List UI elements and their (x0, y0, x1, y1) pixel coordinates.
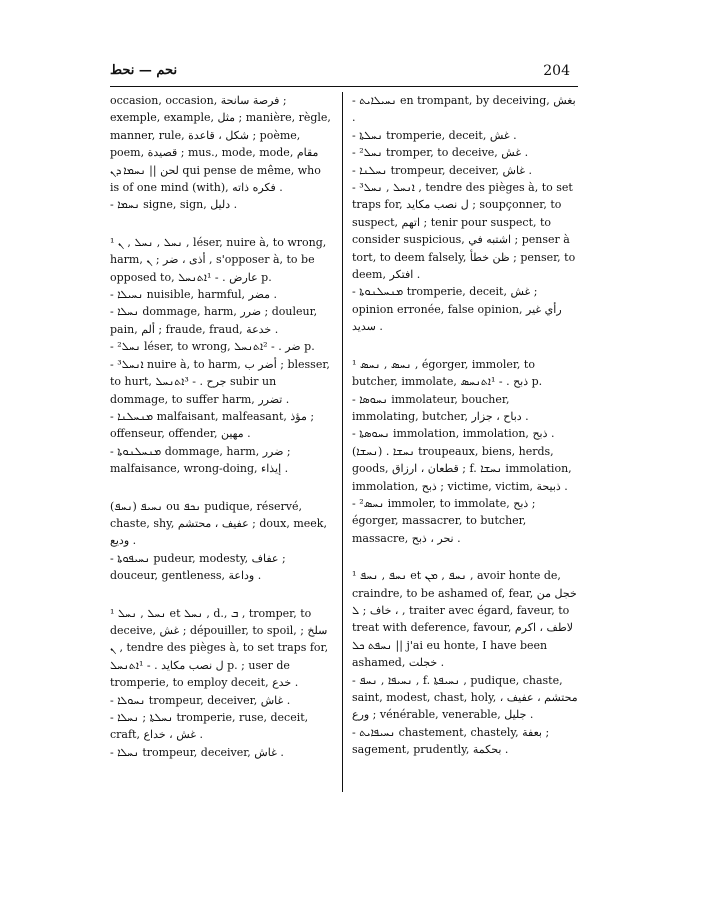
entry: - ܡܢܚܠܢܘܬܐ dommage, harm, ضرر ; malfaisance, wrong-doing, إيذاء . (110, 444, 291, 476)
entry: ¹ ܢܚܦ , ܢܚܦ et ܢܚܦ , ܡܢ , avoir honte de, craindre, to be ashamed of, fear, خجل من ، خاف ; ܠ , traiter avec égard, faveur, to treat with deference, favour, لاطف ، اكرم || ܢܚܦܬ ܟܠ j'ai eu honte, I have been ashamed, خجلت . (352, 569, 577, 670)
entry: ¹ ܢܚܠ , ܢܚܠ et ܢܚܠ , d., ܒ , tromper, to deceive, غش ; dépouiller, to spoil, سلخ ; ܢ , tendre des pièges à, to set traps for, ل نصب مكايد . - ¹ܐܬܢܚܠ p. ; user de tromperie, to employ deceit, خدع . (110, 606, 329, 690)
entry: - ²ܢܚܠ léser, to wrong, ضر . - ²ܐܬܢܚܠ p. (110, 340, 315, 354)
left-column (110, 92, 332, 761)
entry: - ܡܢܚܠܢܘܬܐ tromperie, deceit, غش ; opinion erronée, false opinion, رأي غير سديد . (352, 285, 562, 334)
page-number: 204 (543, 63, 570, 79)
running-head (110, 63, 570, 83)
entry: - ܢܚܝܦܐܝܬ chastement, chastely, بعفة ; sagement, prudently, بحكمة . (352, 725, 550, 757)
entry: - ܢܚܠܬܐ tromperie, deceit, غش . (352, 128, 517, 142)
entry: - ܢܚܝܦܘܬܐ pudeur, modesty, عفاف ; douceur, gentleness, وداعة . (110, 551, 286, 583)
entry: - ³ܐܢܚܠ nuire à, to harm, أضر ب ; blesser, to hurt, جرح . - ³ܐܬܢܚܠ subir un dommage, to suffer harm, تضرر . (110, 357, 330, 406)
entry: - ܢܚܠܐ trompeur, deceiver, غاش . (110, 745, 284, 759)
entry: (ܢܚܫܐ) . ܢܚܫܐ troupeaux, biens, herds, goods, قطعان ، ارزاق ; f. ܢܚܫܐ immolation, immolation, ذبح ; victime, victim, ذبيحة . (352, 444, 572, 493)
entry: ¹ ܢܚܣ , ܢܚܣ , égorger, immoler, to butcher, immolate, ذبح . - ¹ܐܬܢܚܣ p. (352, 357, 543, 389)
entry: - ܢܚܠܐ dommage, harm, ضرر ; douleur, pain, ألم ; fraude, fraud, خدعة . (110, 305, 318, 336)
entry: - ²ܢܚܠ tromper, to deceive, غش . (352, 146, 529, 160)
entry: ¹ ܢܚܠ , ܢܚܠ , ܢ , léser, nuire à, to wrong, harm, أذى ، ضر ; ܢ , s'opposer à, to be opposed to, عارض . - ¹ܐܬܢܚܠ p. (110, 235, 327, 284)
entry: - ܢܚܝܦܐ , ܢܚܦ , f. ܢܚܝܦܬܐ , pudique, chaste, saint, modest, chast, holy, محتشم ، عفيف ، ورع ; vénérable, venerable, جليل . (352, 673, 578, 722)
entry: (ܢܚܦ) ܢܚܝܦ ou ܢܟܦ pudique, réservé, chaste, shy, عفيف ، محتشم ; doux, meek, وديع . (110, 499, 327, 548)
column-divider (342, 92, 343, 792)
entry: - ܢܚܝܠܐܝܬ en trompant, by deceiving, بغش . (352, 94, 576, 125)
header-rule (110, 86, 578, 87)
entry: - ܢܚܡܐ signe, sign, دليل . (110, 198, 238, 212)
entry: - ܢܚܝܠܐ nuisible, harmful, مضر . (110, 288, 278, 302)
right-column (352, 92, 578, 759)
entry: - ²ܢܚܣ immoler, to immolate, ذبح ; égorger, massacrer, to butcher, massacre, نحر ، ذبح . (352, 496, 536, 545)
entry: - ܢܚܘܣܬܐ immolation, immolation, ذبح . (352, 427, 555, 441)
entry: - ܢܚܠܢܐ trompeur, deceiver, غاش . (352, 163, 533, 177)
entry: - ܡܢܚܠܢܐ malfaisant, malfeasant, مؤذ ; offenseur, offender, مهين . (110, 409, 315, 441)
entry: - ³ܐܢܚܠ , ܢܚܠ , tendre des pièges à, to set traps for, ل نصب مكايد ; soupçonner, to suspect, اتهم ; tenir pour suspect, to consider suspicious, اشتبه في ; penser à tort, to deem falsely, ظن خطأ ; penser, to deem, افتكر . (352, 181, 576, 282)
entry: - ܢܚܘܣܐ immolateur, boucher, immolating, butcher, دباح ، جزار . (352, 392, 529, 423)
entry: occasion, occasion, فرصة سانحة ; exemple, example, مثل ; manière, règle, manner, rule, شكل ، قاعدة ; poème, poem, قصيدة ; mus., mode, mode, مقام لحن || ܢܚܡܐ ܕܢ qui pense de même, who is of one mind (with), فكره ذاته . (110, 94, 331, 195)
entry: - ܢܚܘܠܐ trompeur, deceiver, غاش . (110, 693, 291, 707)
running-head-headwords: نحم — نحط (110, 63, 178, 78)
entry: - ܢܚܠܬܐ ; ܢܚܠܐ tromperie, ruse, deceit, craft, غش ، خداع . (110, 711, 309, 742)
